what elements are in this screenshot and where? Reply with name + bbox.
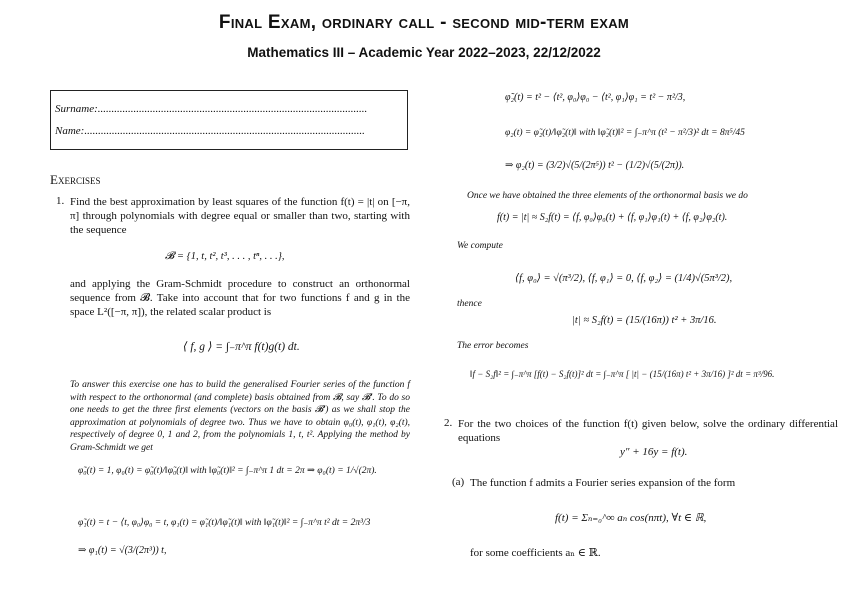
fourier-series-equation: f(t) = Σₙ₌₀^∞ aₙ cos(nπt), ∀t ∈ ℝ, [555,512,707,524]
thence-text: thence [457,299,482,309]
answer-intro: To answer this exercise one has to build the generalised Fourier series of the function f with respect to the orthonormal (and complete) basis obtained from 𝓑, say 𝓑'. To do so one needs to get the three first elements (vectors on the basis 𝓑') as we shall stop the approximation at polynomials of degree two. Thus we have to obtain φ₀(t), φ₁(t), φ₂(t), respectively of degree 0, 1 and 2, from the polynomials 1, t, t². Applying the method by Gram-Schmidt we get [70,380,410,453]
once-text: Once we have obtained the three elements of the orthonormal basis we do [467,191,748,201]
phi1-equation: φ̃₁(t) = t − ⟨t, φ₀⟩φ₀ = t, φ₁(t) = φ̃₁(t)/‖φ̃₁(t)‖ with ‖φ̃₁(t)‖² = ∫₋π^π t² dt = 2π³/3 [78,518,371,528]
part-a-text: The function f admits a Fourier series expansion of the form [470,477,736,489]
error-text: The error becomes [457,341,529,351]
phi2-result-equation: ⇒ φ₂(t) = (3/2)√(5/(2π⁵)) t² − (1/2)√(5/(2π)). [505,160,685,171]
exercise-1-statement: Find the best approximation by least squares of the function f(t) = |t| on [−π, π] through polynomials with degree equal or smaller than two, starting with the sequence [70,196,410,236]
exam-title: Final Exam, ordinary call - second mid-term exam [218,12,630,33]
coefficients-text: for some coefficients aₙ ∈ ℝ. [470,547,601,559]
phi0-equation: φ̃₀(t) = 1, φ₀(t) = φ̃₀(t)/‖φ̃₀(t)‖ with ‖φ̃₀(t)‖² = ∫₋π^π 1 dt = 2π ⇒ φ₀(t) = 1/√(2π). [78,466,377,476]
student-info-box [50,90,408,150]
surname-dots: .................................................................................................. [97,103,368,115]
coefficients-equation: ⟨f, φ₀⟩ = √(π³/2), ⟨f, φ₁⟩ = 0, ⟨f, φ₂⟩ = (1/4)√(5π³/2), [515,273,733,284]
we-compute-text: We compute [457,241,503,251]
name-label: Name: [55,125,85,137]
name-line[interactable] [55,125,405,137]
exercise-1-statement-continued: and applying the Gram-Schmidt procedure to construct an orthonormal sequence from 𝓑. Take into account that for two functions f and g in the space L²([−π, π]), the related scalar product is [70,278,410,318]
ode-equation: y″ + 16y = f(t). [620,446,688,458]
section-heading: Exercises [50,172,101,187]
name-dots: ...................................................................................................... [84,125,365,137]
exam-subtitle: Mathematics III – Academic Year 2022–2023, 22/12/2022 [247,45,601,60]
result-equation: |t| ≈ S₂f(t) = (15/(16π)) t² + 3π/16. [572,315,717,326]
surname-label: Surname: [55,103,98,115]
scalar-product-equation: ⟨ f, g ⟩ = ∫₋π^π f(t)g(t) dt. [183,341,300,353]
phi1-result-equation: ⇒ φ₁(t) = √(3/(2π³)) t, [78,545,167,556]
error-equation: ‖f − S₂f‖² = ∫₋π^π [f(t) − S₂f(t)]² dt = ∫₋π^π [ |t| − (15/(16π) t² + 3π/16) ]² dt = π³/96. [470,369,775,379]
sequence-equation: 𝓑 = {1, t, t², t³, . . . , tⁿ, . . .}, [165,251,285,262]
exercise-1-number: 1. [56,195,65,207]
approximation-equation: f(t) = |t| ≈ S₂f(t) = ⟨f, φ₀⟩φ₀(t) + ⟨f, φ₁⟩φ₁(t) + ⟨f, φ₂⟩φ₂(t). [497,212,728,223]
surname-line[interactable] [55,103,405,115]
exercise-2-number: 2. [444,417,453,429]
phi2-norm-equation: φ₂(t) = φ̃₂(t)/‖φ̃₂(t)‖ with ‖φ̃₂(t)‖² = ∫₋π^π (t² − π²/3)² dt = 8π⁵/45 [505,128,745,138]
part-a-label: (a) [452,476,465,488]
exercise-2-statement: For the two choices of the function f(t) given below, solve the ordinary differential equations [458,418,838,444]
phi2-tilde-equation: φ̃₂(t) = t² − ⟨t², φ₀⟩φ₀ − ⟨t², φ₁⟩φ₁ = t² − π²/3, [505,92,686,103]
